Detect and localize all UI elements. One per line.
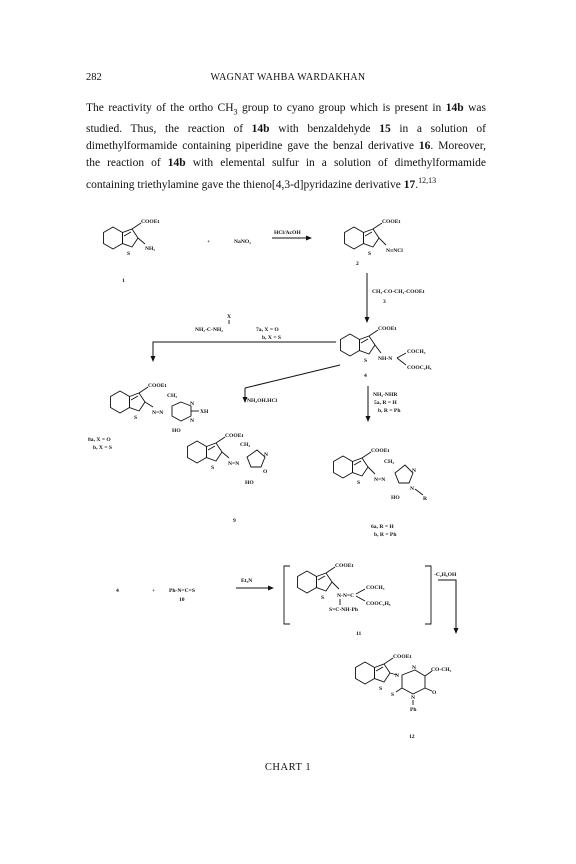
compound-8-n1: N bbox=[190, 401, 195, 407]
compound-9-s: S bbox=[211, 465, 215, 471]
compound-8-ho: HO bbox=[172, 428, 181, 434]
compound-6-r: R bbox=[423, 496, 428, 502]
reagent-phenyl-isothiocyanate: Ph-N=C=S bbox=[169, 588, 195, 594]
compound-1-structure bbox=[104, 219, 160, 257]
compound-8-ch3: CH₃ bbox=[167, 393, 178, 399]
compound-6-cooet: COOEt bbox=[371, 448, 390, 454]
reagent-3-label: 3 bbox=[383, 299, 386, 305]
compound-8-cooet: COOEt bbox=[148, 383, 167, 389]
condition-hcl-acoh: HCl/AcOH bbox=[274, 230, 301, 236]
compound-2-structure bbox=[345, 219, 404, 257]
plus-sign: + bbox=[152, 588, 156, 594]
compound-2-s: S bbox=[368, 251, 372, 257]
reagent-nh2oh: NH₂OH.HCl bbox=[247, 398, 278, 404]
compound-1-nh2: NH₂ bbox=[145, 246, 156, 252]
compound-11-cooet: COOEt bbox=[335, 563, 354, 569]
compound-4-structure bbox=[341, 326, 432, 371]
compound-11-structure bbox=[298, 563, 391, 613]
text-segment: with benzaldehyde bbox=[269, 122, 380, 135]
arrow-11-to-12 bbox=[438, 580, 459, 634]
bracket-intermediate bbox=[284, 566, 431, 624]
compound-4-nhn: NH-N bbox=[378, 356, 393, 362]
reagent-5a: 5a, R = H bbox=[374, 400, 397, 406]
text-segment: . bbox=[415, 178, 419, 191]
compound-1-label: 1 bbox=[122, 278, 125, 284]
compound-9-structure bbox=[188, 433, 269, 486]
compound-12-s: S bbox=[379, 686, 383, 692]
arrow-4-to-6 bbox=[366, 386, 371, 422]
compound-ref: 14b bbox=[167, 156, 186, 169]
reagent-7-formula: NH₂-C-NH₂ bbox=[195, 327, 223, 333]
compound-ref: 14b bbox=[445, 102, 464, 114]
compound-12-ph: Ph bbox=[410, 707, 417, 713]
compound-2-cooet: COOEt bbox=[382, 219, 401, 225]
citation-superscript: 12,13 bbox=[418, 176, 437, 186]
reagent-nano2: NaNO₂ bbox=[234, 239, 251, 245]
plus-sign: + bbox=[207, 239, 211, 245]
body-paragraph bbox=[86, 100, 486, 194]
compound-12-o: O bbox=[432, 690, 437, 696]
compound-2-label: 2 bbox=[356, 261, 359, 267]
compound-9-nn: N=N bbox=[228, 461, 240, 467]
compound-6-ho: HO bbox=[391, 495, 400, 501]
compound-4-s: S bbox=[364, 358, 368, 364]
text-subscript: 3 bbox=[233, 107, 238, 117]
compound-6-nn: N=N bbox=[374, 477, 386, 483]
compound-9-ch3: CH₃ bbox=[240, 442, 251, 448]
reagent-7b: b, X = S bbox=[262, 335, 282, 341]
compound-11-s: S bbox=[321, 595, 325, 601]
compound-6-n2: N bbox=[410, 486, 415, 492]
reagent-7-x: X bbox=[227, 314, 232, 320]
arrow-to-11 bbox=[236, 586, 274, 591]
arrow-4-to-8 bbox=[151, 342, 337, 362]
compound-8-structure bbox=[111, 383, 210, 434]
compound-12-structure bbox=[356, 654, 452, 713]
elimination-ethanol: -C₂H₅OH bbox=[434, 572, 457, 578]
compound-12-n1: N bbox=[395, 673, 400, 679]
compound-6a-label: 6a, R = H bbox=[371, 524, 394, 530]
compound-8a-label: 8a, X = O bbox=[88, 437, 111, 443]
compound-4-label: 4 bbox=[364, 373, 367, 379]
text-segment: group to cyano group which is present in bbox=[237, 102, 446, 114]
compound-6b-label: b, R = Ph bbox=[374, 532, 397, 538]
compound-11-nnc: N-N=C bbox=[337, 593, 355, 599]
compound-11-label: 11 bbox=[356, 631, 362, 637]
reagent-10-label: 10 bbox=[179, 597, 185, 603]
compound-ref: 15 bbox=[379, 122, 391, 135]
compound-8-s: S bbox=[134, 415, 138, 421]
compound-8-nn: N=N bbox=[152, 410, 164, 416]
reaction-scheme bbox=[0, 210, 576, 755]
compound-12-coch3: CO-CH₃ bbox=[431, 667, 452, 673]
compound-8-n2: N bbox=[190, 418, 195, 424]
page-number: 282 bbox=[86, 72, 102, 83]
chart-caption: CHART 1 bbox=[264, 762, 312, 773]
compound-11-coch3: COCH₃ bbox=[366, 585, 385, 591]
compound-8b-label: b, X = S bbox=[93, 445, 113, 451]
compound-6-n1: N bbox=[412, 468, 417, 474]
compound-ref: 16 bbox=[418, 139, 431, 152]
compound-11-thiourea: S=C-NH-Ph bbox=[329, 607, 358, 613]
compound-11-cooc2h5: COOC₂H₅ bbox=[366, 601, 391, 607]
text-segment: in a solution of dimethylformamide containing piperidine gave the benzal derivative bbox=[86, 122, 486, 152]
compound-12-n2: N bbox=[412, 665, 417, 671]
condition-et3n: Et₃N bbox=[241, 578, 253, 584]
arrow-1-to-2 bbox=[272, 236, 312, 241]
reagent-7a: 7a, X = O bbox=[256, 327, 279, 333]
compound-1-s: S bbox=[127, 251, 131, 257]
compound-12-label: 12 bbox=[409, 734, 415, 740]
reagent-3: CH₃-CO-CH₂-COOEt bbox=[372, 289, 425, 295]
compound-9-label: 9 bbox=[233, 518, 236, 524]
compound-9-ho: HO bbox=[245, 480, 254, 486]
reagent-hydrazine: NH₂-NHR bbox=[373, 392, 398, 398]
compound-4-coch3: COCH₃ bbox=[407, 349, 426, 355]
running-head: WAGNAT WAHBA WARDAKHAN bbox=[210, 72, 366, 83]
compound-12-n3: N bbox=[411, 695, 416, 701]
compound-ref: 17 bbox=[403, 178, 416, 191]
compound-ref: 14b bbox=[251, 122, 270, 135]
compound-6-structure bbox=[334, 448, 429, 502]
reagent-5b: b, R = Ph bbox=[378, 408, 401, 414]
compound-9-cooet: COOEt bbox=[225, 433, 244, 439]
compound-2-diazonium: N≡NCl bbox=[386, 248, 403, 254]
compound-12-thione-s: S bbox=[391, 692, 395, 698]
compound-9-o: O bbox=[263, 469, 268, 475]
text-segment: . Moreover, the reaction of bbox=[86, 139, 486, 169]
text-segment: The reactivity of the ortho CH bbox=[86, 102, 234, 114]
compound-6-s: S bbox=[357, 480, 361, 486]
compound-6-ch3: CH₃ bbox=[384, 459, 395, 465]
text-segment: was studied. Thus, the reaction of bbox=[86, 102, 486, 135]
compound-12-cooet: COOEt bbox=[393, 654, 412, 660]
text-segment: with elemental sulfur in a solution of dimethylformamide containing triethylamine gave the thieno[4,3-d]pyridazine derivative bbox=[86, 156, 486, 191]
compound-9-n: N bbox=[264, 452, 269, 458]
compound-4-cooet: COOEt bbox=[378, 326, 397, 332]
compound-8-xh: XH bbox=[200, 409, 209, 415]
arrow-2-to-4 bbox=[365, 273, 370, 323]
compound-1-cooet: COOEt bbox=[141, 219, 160, 225]
compound-4-cooc2h5: COOC₂H₅ bbox=[407, 365, 432, 371]
compound-4-label-repeat: 4 bbox=[116, 588, 119, 594]
